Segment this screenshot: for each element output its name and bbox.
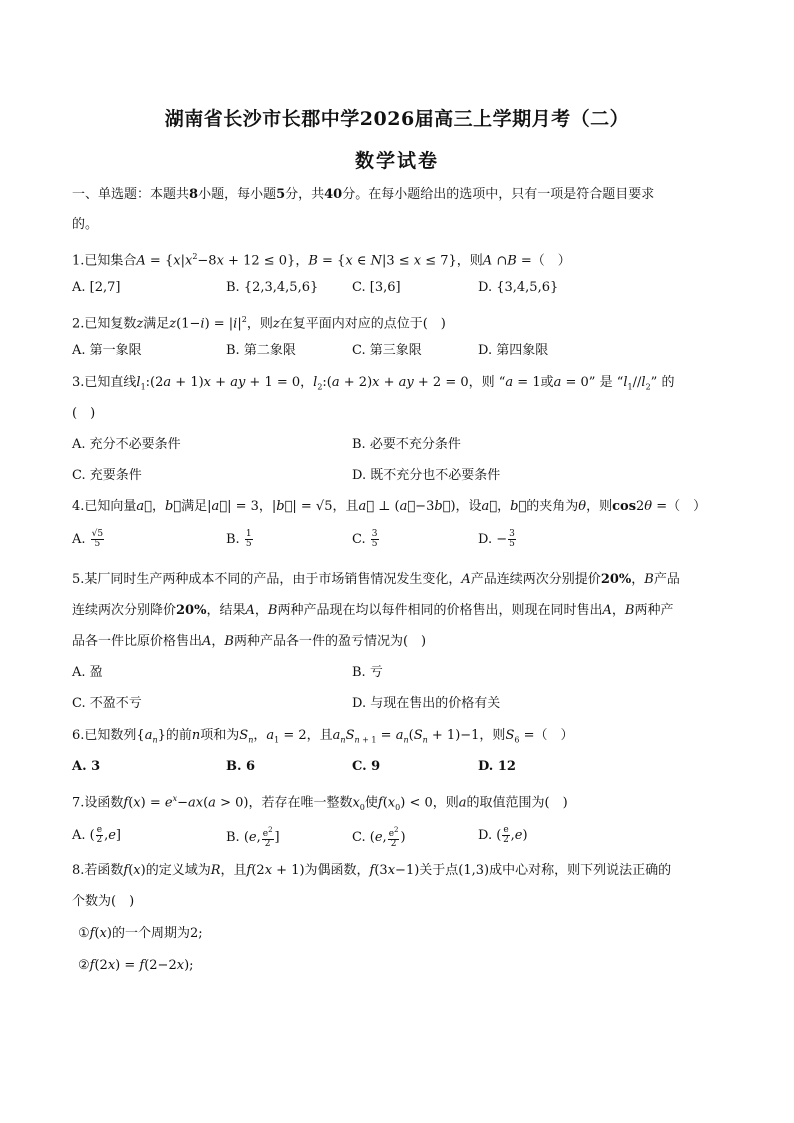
question-6: 6.已知数列$\{a_n\}$的前n项和为$S_n$，$a_1 = 2$，且$a_nS_{n + 1} = a_n(S_n + 1)-1$，则$S_6$ =（ ） — [72, 728, 574, 745]
q3-option-d: D. 既不充分也不必要条件 — [352, 468, 501, 483]
question-5-line-2: 连续两次分别降价20%，结果A，B两种产品现在均以每件相同的价格售出，则现在同时售出A，B两种产 — [72, 603, 674, 618]
question-3-bracket: ( ) — [72, 406, 96, 421]
q1-option-d: D. {3,4,5,6} — [478, 280, 559, 295]
q2-option-a: A. 第一象限 — [72, 343, 142, 358]
q2-option-b: B. 第二象限 — [226, 343, 296, 358]
q6-option-c: C. 9 — [352, 759, 381, 774]
q7-option-a: A. ( $\frac{e}{2}$ ,e] — [72, 825, 121, 845]
q6-option-b: B. 6 — [226, 759, 256, 774]
q2-option-c: C. 第三象限 — [352, 343, 422, 358]
q7-option-c: C. (e, $\frac{e^2}{2}$ ) — [352, 826, 406, 849]
exam-title: 湖南省长沙市长郡中学2026届高三上学期月考（二） — [164, 108, 630, 130]
q3-option-b: B. 必要不充分条件 — [352, 437, 461, 452]
question-5-line-3: 品各一件比原价格售出A，B两种产品各一件的盈亏情况为( ) — [72, 634, 427, 649]
q3-option-a: A. 充分不必要条件 — [72, 437, 181, 452]
question-7: 7.设函数$f(x) = e^x-ax(a > 0)$，若存在唯一整数$x_0$使$f(x_0) < 0$，则a的取值范围为( ) — [72, 794, 568, 812]
question-1: 1.已知集合$A = \{x|x^2-8x + 12 \le 0\}$，B = {x ∈ N|3 ≤ x ≤ 7}，则A ∩B =（ ） — [72, 252, 571, 269]
question-4: 4.已知向量a⃗，b⃗满足|a⃗| = 3，|b⃗| = √5，且a⃗ ⊥ (a⃗−3b⃗)，设a⃗，b⃗的夹角为θ，则cos2θ =（ ） — [72, 499, 707, 514]
q8-statement-1: ①f(x)的一个周期为2; — [78, 926, 203, 941]
section-heading: 一、单选题：本题共8小题，每小题5分，共40分。在每小题给出的选项中，只有一项是符合题目要求 — [72, 187, 655, 202]
question-5-line-1: 5.某厂同时生产两种成本不同的产品，由于市场销售情况发生变化，A产品连续两次分别提价20%，B产品 — [72, 572, 680, 587]
question-3: 3.已知直线$l_1:(2a + 1)x$ + ay + 1 = 0，$l_2:(a + 2)x$ + ay + 2 = 0，则 “a = 1或a = 0” 是 “$l_1//l_2$” 的 — [72, 375, 675, 392]
q4-option-c: C. $\frac{3}{5}$ — [352, 529, 378, 549]
q2-option-d: D. 第四象限 — [478, 343, 549, 358]
q3-option-c: C. 充要条件 — [72, 468, 142, 483]
q5-option-d: D. 与现在售出的价格有关 — [352, 696, 501, 711]
q7-option-b: B. (e, $\frac{e^2}{2}$ ] — [226, 826, 280, 849]
section-heading-cont: 的。 — [72, 217, 99, 232]
exam-subject: 数学试卷 — [354, 150, 439, 172]
q8-statement-2: ②f(2x) = f(2−2x); — [78, 958, 194, 973]
q1-option-a: A. [2,7] — [72, 280, 121, 295]
q6-option-d: D. 12 — [478, 759, 516, 774]
q4-option-b: B. $\frac{1}{5}$ — [226, 529, 252, 549]
q5-option-b: B. 亏 — [352, 665, 383, 680]
q7-option-d: D. ( $\frac{e}{2}$ ,e) — [478, 825, 528, 845]
q1-option-b: B. {2,3,4,5,6} — [226, 280, 319, 295]
question-2: 2.已知复数z满足$z(1-i) = |i|^2$，则z在复平面内对应的点位于( ) — [72, 315, 446, 332]
question-8: 8.若函数f(x)的定义域为R，且f(2x + 1)为偶函数，f(3x−1)关于点(1,3)成中心对称，则下列说法正确的 — [72, 863, 672, 878]
question-8-cont: 个数为( ) — [72, 894, 135, 909]
q4-option-d: D. − $\frac{3}{5}$ — [478, 529, 515, 549]
q5-option-a: A. 盈 — [72, 665, 103, 680]
q6-option-a: A. 3 — [72, 759, 101, 774]
q1-option-c: C. [3,6] — [352, 280, 401, 295]
q5-option-c: C. 不盈不亏 — [72, 696, 142, 711]
q4-option-a: A. $\frac{√5}{5}$ — [72, 529, 104, 549]
